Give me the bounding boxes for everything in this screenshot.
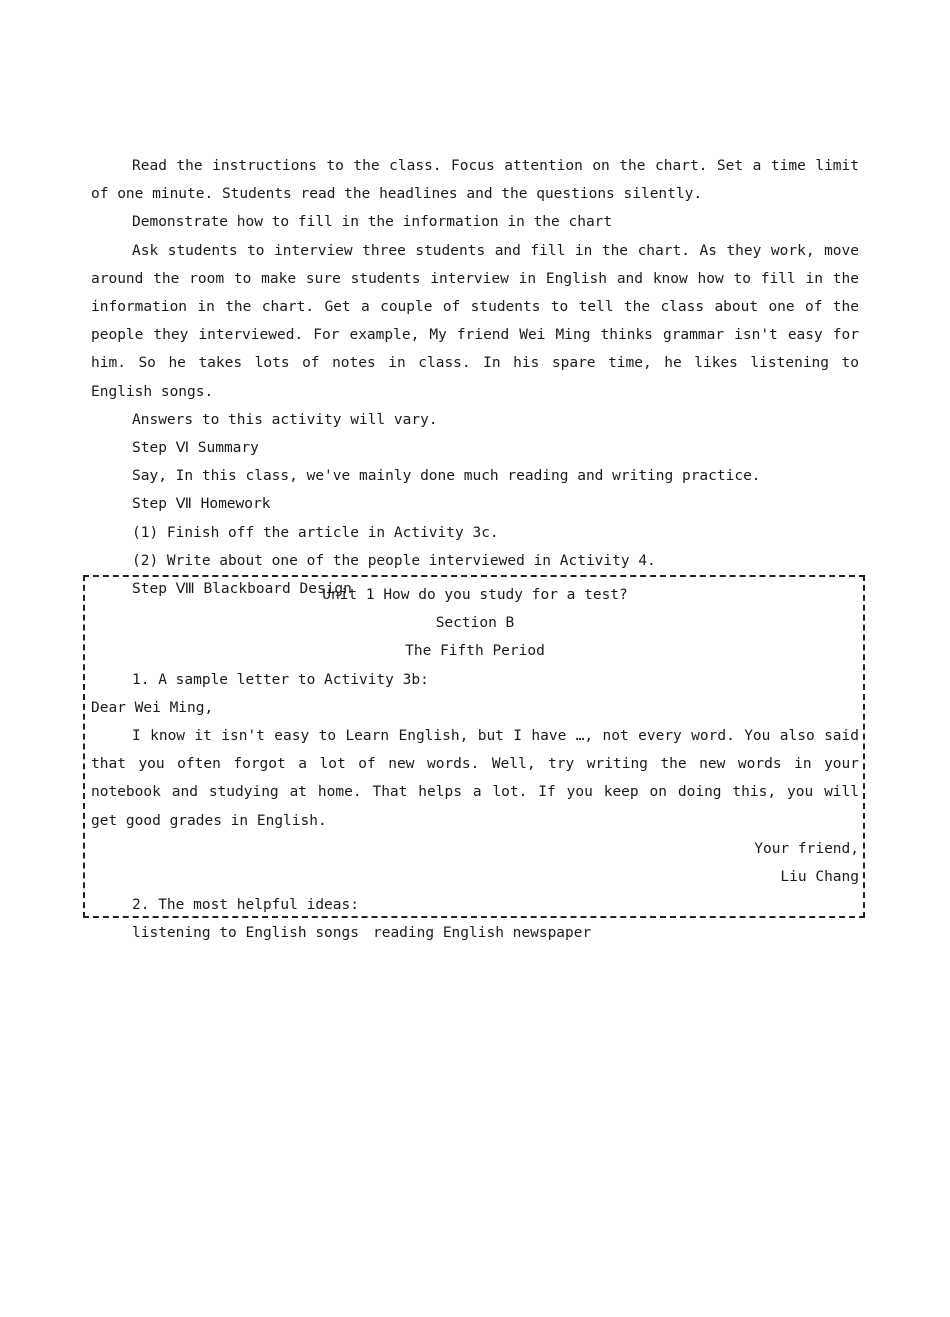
step-summary-heading: Step Ⅵ Summary [132,440,259,457]
blackboard-title: Unit 1 How do you study for a test? [322,587,628,603]
letter-signature: Liu Chang [780,869,859,886]
helpful-ideas [91,919,859,947]
idea-1: listening to English songs [132,925,359,942]
homework-item-1: (1) Finish off the article in Activity 3c. [132,524,499,541]
idea-2: reading English newspaper [372,925,592,942]
step-blackboard-heading: Step Ⅷ Blackboard Design [132,581,352,598]
summary-paragraph: Say, In this class, we've mainly done much reading and writing practice. [132,468,761,485]
letter-closing: Your friend, [754,840,859,857]
step-homework-heading: Step Ⅶ Homework [132,496,271,513]
blackboard-design-box [83,575,865,942]
blackboard-period: The Fifth Period [405,643,545,660]
interview-paragraph: Ask students to interview three students and fill in the chart. As they work, move around the room to make sure students interview in English and know how to fill in the information in the chart. Get a couple of students to tell the class about one of the people they interviewed. For example, My friend Wei Ming thinks grammar isn't easy for him. So he takes lots of notes in class. In his spare time, he likes listening to English songs. [91,242,859,400]
lesson-body [91,152,859,603]
blackboard-content [91,581,859,948]
demonstrate-paragraph: Demonstrate how to fill in the information in the chart [132,214,613,231]
letter-body: I know it isn't easy to Learn English, but I have …, not every word. You also said that you often forgot a lot of new words. Well, try writing the new words in your notebook and studying at home. That helps a lot. If you keep on doing this, you will get good grades in English. [91,728,859,829]
answers-note: Answers to this activity will vary. [132,411,438,428]
blackboard-section: Section B [435,615,515,632]
blackboard-item-1: 1. A sample letter to Activity 3b: [132,671,429,688]
letter-greeting: Dear Wei Ming, [91,699,214,716]
homework-item-2: (2) Write about one of the people interviewed in Activity 4. [132,552,656,569]
instructions-paragraph: Read the instructions to the class. Focus attention on the chart. Set a time limit of one minute. Students read the headlines and the questions silently. [91,158,859,203]
blackboard-item-2: 2. The most helpful ideas: [132,897,359,914]
